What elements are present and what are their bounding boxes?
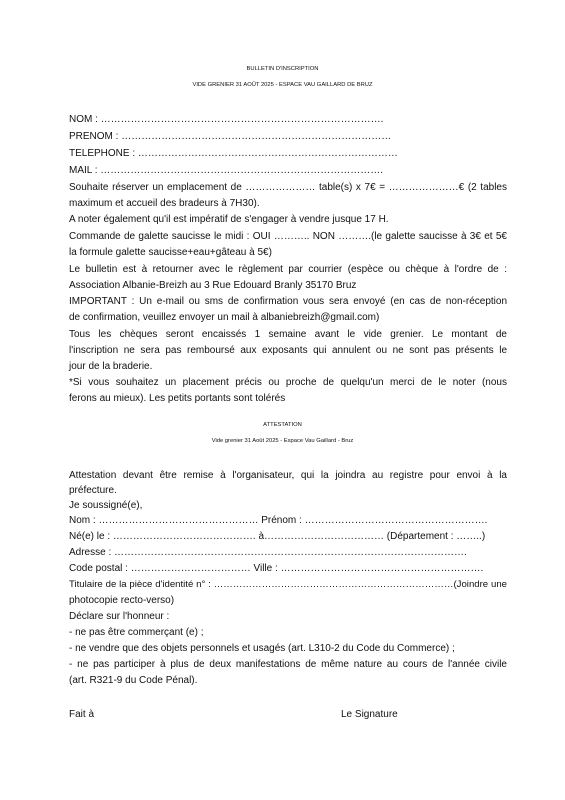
prenom-field[interactable]: PRENOM : ……………………………………………………………………… — [69, 131, 392, 142]
adresse-field[interactable]: Adresse : ……………………………………………………………………………………………. — [69, 547, 467, 558]
attestation-title: ATTESTATION — [263, 422, 302, 428]
galette-line-2: la formule galette saucisse+eau+gâteau à 5€) — [69, 247, 272, 258]
engagement-note: A noter également qu'il est impératif de s'engager à vendre jusque 17 H. — [69, 214, 389, 225]
attestation-subtitle: Vide grenier 31 Août 2025 - Espace Vau Gaillard - Bruz — [211, 438, 354, 444]
reservation-line-2: maximum et accueil des bradeurs à 7H30). — [69, 198, 260, 209]
attestation-intro-1: Attestation devant être remise à l'organisateur, qui la joindra au registre pour envoi à la — [69, 470, 507, 481]
declaration-item-2: - ne vendre que des objets personnels et usagés (art. L310-2 du Code du Commerce) ; — [69, 643, 455, 654]
declaration-item-1: - ne pas être commerçant (e) ; — [69, 627, 204, 638]
soussigne-label: Je soussigné(e), — [69, 500, 143, 511]
piece-identite-note: photocopie recto-verso) — [69, 595, 175, 606]
reservation-line-1: Souhaite réserver un emplacement de ………………… table(s) x 7€ = …………………€ (2 tables — [69, 182, 507, 193]
fait-a-field[interactable]: Fait à — [69, 709, 95, 720]
telephone-field[interactable]: TELEPHONE : …………………………………………………………………… — [69, 148, 398, 159]
code-ville-field[interactable]: Code postal : ……………………………… Ville : ……………………………………………………. — [69, 563, 484, 574]
galette-line-1: Commande de galette saucisse le midi : OUI ……….. NON ……….(le galette saucisse à 3€ et 5€ — [69, 231, 507, 242]
mail-field[interactable]: MAIL : …………………………………………………………………………. — [69, 165, 384, 176]
retour-line-2: Association Albanie-Breizh au 3 Rue Edouard Branly 35170 Bruz — [69, 280, 357, 291]
signature-field[interactable]: Le Signature — [341, 709, 398, 720]
important-line-1: IMPORTANT : Un e-mail ou sms de confirmation vous sera envoyé (en cas de non-réception — [69, 296, 507, 307]
bulletin-title: BULLETIN D'INSCRIPTION — [246, 66, 319, 72]
cheques-line-2: l'inscription ne sera pas remboursé aux exposants qui annulent ou ne sont pas présents le — [69, 345, 507, 356]
cheques-line-3: jour de la braderie. — [69, 361, 153, 372]
declare-label: Déclare sur l'honneur : — [69, 611, 170, 622]
retour-line-1: Le bulletin est à retourner avec le règlement par courrier (espèce ou chèque à l'ordre de : — [69, 264, 507, 275]
attestation-intro-2: préfecture. — [69, 485, 117, 496]
important-line-2: de confirmation, veuillez envoyer un mail à albaniebreizh@gmail.com) — [69, 312, 380, 323]
naissance-field[interactable]: Né(e) le : ……………………………………. à……………………………… (Département : ……..) — [69, 531, 486, 542]
piece-identite-field[interactable]: Titulaire de la pièce d'identité n° : …………………………………………………………………(Joindre une — [69, 579, 507, 590]
nom-prenom-field[interactable]: Nom : ………………………………………… Prénom : ………………………………………………. — [69, 515, 488, 526]
bulletin-subtitle: VIDE GRENIER 31 AOÛT 2025 - ESPACE VAU GAILLARD DE BRUZ — [192, 82, 373, 88]
nom-field[interactable]: NOM : …………………………………………………………………………. — [69, 114, 384, 125]
placement-line-1: *Si vous souhaitez un placement précis ou proche de quelqu'un merci de le noter (nous — [69, 377, 507, 388]
declaration-item-3-line-2: (art. R321-9 du Code Pénal). — [69, 675, 198, 686]
placement-line-2: ferons au mieux). Les petits portants sont tolérés — [69, 393, 286, 404]
cheques-line-1: Tous les chèques seront encaissés 1 semaine avant le vide grenier. Le montant de — [69, 329, 507, 340]
declaration-item-3-line-1: - ne pas participer à plus de deux manifestations de même nature au cours de l'année civile — [69, 659, 507, 670]
